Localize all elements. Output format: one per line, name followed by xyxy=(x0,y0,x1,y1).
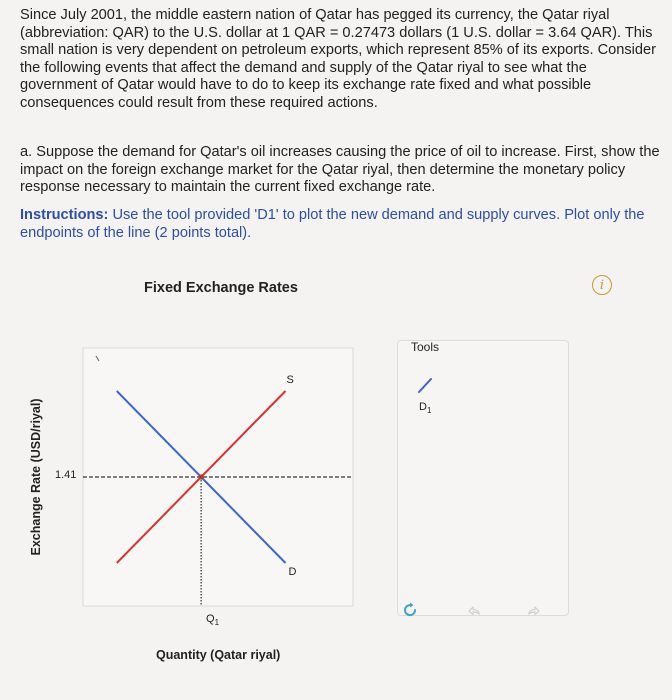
y-tick-label: 1.41 xyxy=(55,469,77,481)
supply-curve-label: S xyxy=(286,374,294,386)
equilibrium-point[interactable] xyxy=(199,474,204,479)
tools-title: Tools xyxy=(411,340,440,354)
question-paragraph-2: a. Suppose the demand for Qatar's oil increases causing the price of oil to increase. First, show the impact on the foreign exchange market for the Qatar riyal, then determine the monetary policy response necessary to maintain the current fixed exchange rate. xyxy=(20,144,660,196)
x-axis-label: Quantity (Qatar riyal) xyxy=(156,648,281,662)
x-tick-label xyxy=(206,613,219,627)
line-tool-text: D xyxy=(419,401,427,413)
demand-curve-label: D xyxy=(288,566,297,578)
reset-icon[interactable] xyxy=(400,600,420,620)
x-tick-text: Q xyxy=(206,613,215,625)
instructions-label: Instructions: xyxy=(20,207,109,223)
question-paragraph-1: Since July 2001, the middle eastern nation of Qatar has pegged its currency, the Qatar riyal (abbreviation: QAR) to the U.S. dollar at 1 QAR = 0.27473 dollars (1 U.S. dollar = 3.64 QAR). This small nation is very dependent on petroleum exports, which represent 85% of its exports. Consider the following events that affect the demand and supply of the Qatar riyal to see what the government of Qatar would have to do to keep its exchange rate fixed and what possible consequences could result from these required actions. xyxy=(20,7,656,111)
y-axis-label: Exchange Rate (USD/riyal) xyxy=(29,398,43,556)
x-tick-subscript: 1 xyxy=(214,618,220,628)
chart-title: Fixed Exchange Rates xyxy=(144,280,298,296)
instructions-text: Use the tool provided 'D1' to plot the new demand and supply curves. Plot only the endpoints of the line (2 points total). xyxy=(20,207,645,241)
line-tool-icon[interactable] xyxy=(410,370,440,400)
redo-icon[interactable] xyxy=(524,600,544,620)
line-tool-subscript: 1 xyxy=(426,406,432,416)
info-icon[interactable]: i xyxy=(592,275,612,295)
bottom-toolbar xyxy=(400,600,560,622)
line-tool-label[interactable] xyxy=(419,401,431,415)
undo-icon[interactable] xyxy=(464,600,484,620)
